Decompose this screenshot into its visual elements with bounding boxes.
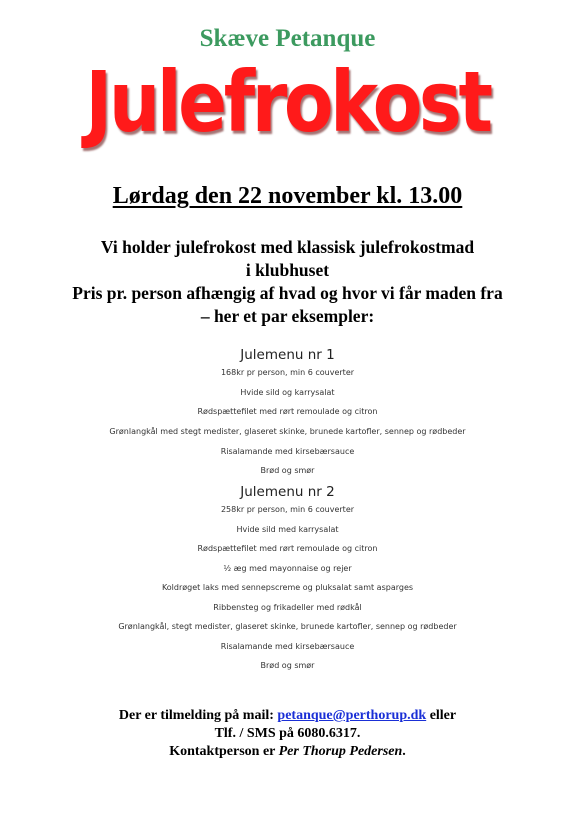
- contact-line: [0, 743, 575, 761]
- contact-name: Per Thorup Pedersen: [278, 744, 403, 759]
- intro-line: i klubhuset: [245, 260, 330, 280]
- intro-line: Vi holder julefrokost med klassisk julefrokostmad: [100, 237, 475, 257]
- intro-line: – her et par eksempler:: [200, 306, 375, 326]
- menu-2-item: Koldrøget laks med sennepscreme og pluksalat samt asparges: [161, 583, 414, 592]
- menu-2-item: Hvide sild med karrysalat: [236, 525, 339, 534]
- menu-1-title: Julemenu nr 1: [240, 347, 335, 363]
- event-date: [0, 181, 575, 211]
- menu-2-item: Brød og smør: [260, 661, 315, 670]
- menu-1-item: Risalamande med kirsebærsauce: [220, 447, 355, 456]
- event-title: Julefrokost: [85, 53, 490, 151]
- club-name: Skæve Petanque: [199, 25, 376, 52]
- menu-1-item: Hvide sild og karrysalat: [240, 388, 335, 397]
- contact-info: [0, 707, 575, 761]
- signup-line: [0, 707, 575, 725]
- contact-prefix: Kontaktperson er: [169, 744, 279, 759]
- menu-1-item: Brød og smør: [260, 466, 315, 475]
- signup-suffix: eller: [426, 708, 457, 723]
- intro-line: Pris pr. person afhængig af hvad og hvor vi får maden fra: [72, 283, 503, 303]
- contact-suffix: .: [402, 744, 406, 759]
- menu-1-item: Grønlangkål med stegt medister, glaseret skinke, brunede kartofler, sennep og rødbeder: [109, 427, 466, 436]
- menu-2-item: ½ æg med mayonnaise og rejer: [223, 564, 352, 573]
- event-date-text: Lørdag den 22 november kl. 13.00: [112, 183, 463, 209]
- menu-2-item: Ribbensteg og frikadeller med rødkål: [213, 603, 362, 612]
- menu-2-title: Julemenu nr 2: [240, 484, 335, 500]
- signup-prefix: Der er tilmelding på mail:: [118, 708, 278, 723]
- menu-2-item: Grønlangkål, stegt medister, glaseret skinke, brunede kartofler, sennep og rødbeder: [118, 622, 457, 631]
- menu-2-item: Risalamande med kirsebærsauce: [220, 642, 355, 651]
- menu-1-item: Rødspættefilet med rørt remoulade og citron: [197, 407, 378, 416]
- menu-1-item: 168kr pr person, min 6 couverter: [220, 368, 355, 377]
- phone-line: Tlf. / SMS på 6080.6317.: [214, 726, 361, 741]
- email-link[interactable]: petanque@perthorup.dk: [277, 708, 427, 723]
- menu-2-item: 258kr pr person, min 6 couverter: [220, 505, 355, 514]
- intro-text: [0, 236, 575, 328]
- menu-2-item: Rødspættefilet med rørt remoulade og citron: [197, 544, 378, 553]
